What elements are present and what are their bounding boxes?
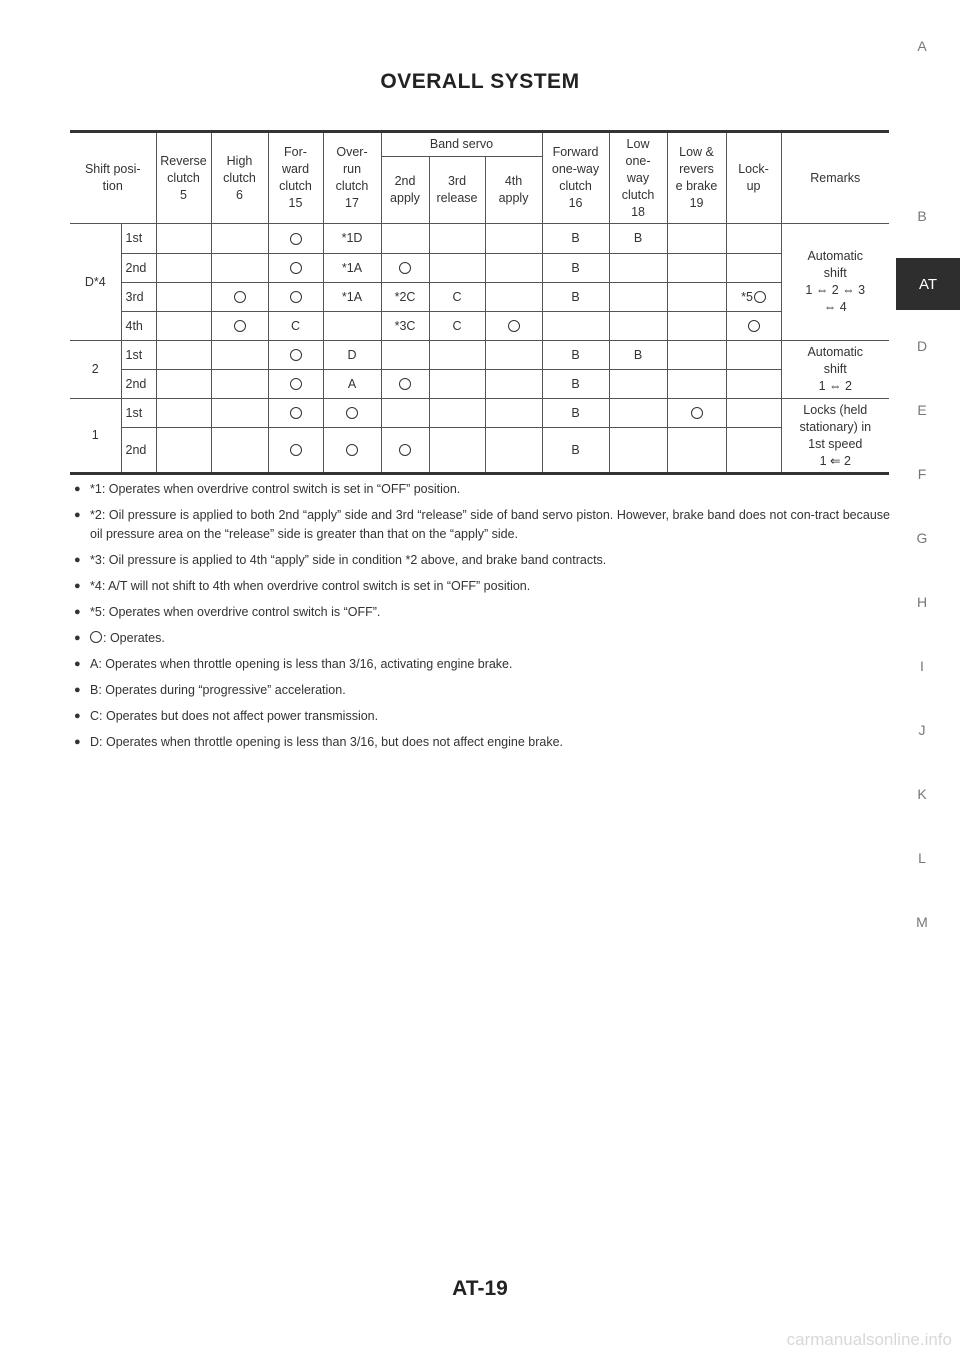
sidebar-section-letter: F <box>917 466 927 482</box>
operation-cell <box>667 399 726 428</box>
operation-cell <box>667 224 726 254</box>
operates-circle-icon <box>290 444 302 456</box>
operates-circle-icon <box>290 262 302 274</box>
operates-circle-icon <box>748 320 760 332</box>
operation-cell <box>268 428 323 474</box>
operation-cell <box>609 312 667 341</box>
operation-cell <box>609 283 667 312</box>
header-low-oneway-clutch: Low one- way clutch 18 <box>609 132 667 224</box>
sidebar-section-letter: G <box>916 530 928 546</box>
operates-circle-icon <box>234 320 246 332</box>
operation-cell <box>156 341 211 370</box>
operation-cell: B <box>542 283 609 312</box>
operates-circle-icon <box>346 407 358 419</box>
operation-cell: *1A <box>323 254 381 283</box>
operation-cell: B <box>542 370 609 399</box>
operation-cell <box>429 428 485 474</box>
operation-cell <box>485 283 542 312</box>
operation-cell: B <box>542 224 609 254</box>
operation-cell <box>485 370 542 399</box>
operation-cell: B <box>609 341 667 370</box>
operation-cell <box>381 224 429 254</box>
operation-cell <box>726 399 781 428</box>
operates-circle-icon <box>346 444 358 456</box>
operation-cell: D <box>323 341 381 370</box>
operation-cell <box>156 283 211 312</box>
operation-cell <box>268 370 323 399</box>
operation-cell <box>485 312 542 341</box>
operation-cell <box>211 370 268 399</box>
operates-circle-icon <box>399 262 411 274</box>
header-band-servo: Band servo <box>381 132 542 157</box>
operation-cell: *2C <box>381 283 429 312</box>
note-ref: *5 <box>741 289 753 304</box>
remarks-text: Automatic shift 1 ⇔ 2 <box>807 345 864 393</box>
table-row <box>70 312 889 341</box>
remarks-cell <box>781 341 889 399</box>
header-high-clutch: High clutch 6 <box>211 132 268 224</box>
remarks-text: Locks (held stationary) in 1st speed 1 ⇐ 2 <box>799 402 872 468</box>
operation-cell: B <box>542 399 609 428</box>
sidebar-section-letter: A <box>917 38 927 54</box>
sidebar-section-letter: J <box>918 722 926 738</box>
table-row <box>70 224 889 254</box>
sidebar-section-letter: I <box>920 658 924 674</box>
operation-cell <box>429 254 485 283</box>
operation-cell <box>609 399 667 428</box>
operation-cell <box>323 312 381 341</box>
header-low-reverse-brake: Low & revers e brake 19 <box>667 132 726 224</box>
sidebar-section-letter: M <box>916 914 928 930</box>
operation-cell <box>429 399 485 428</box>
operation-cell <box>156 370 211 399</box>
header-band-3rd-release: 3rd release <box>429 157 485 224</box>
operation-cell <box>667 428 726 474</box>
operates-circle-icon <box>508 320 520 332</box>
gear-cell: 2nd <box>121 254 156 283</box>
operation-cell <box>609 370 667 399</box>
table-row <box>70 254 889 283</box>
operates-circle-icon <box>691 407 703 419</box>
note-item: ● D: Operates when throttle opening is less than 3/16, but does not affect engine brake. <box>74 733 890 752</box>
operation-cell <box>485 254 542 283</box>
operation-cell <box>211 428 268 474</box>
note-item: ● *3: Oil pressure is applied to 4th “apply” side in condition *2 above, and brake band contracts. <box>74 551 890 570</box>
sidebar-section-letter: H <box>916 594 928 610</box>
note-item: ● *5: Operates when overdrive control switch is “OFF”. <box>74 603 890 622</box>
operation-cell <box>726 224 781 254</box>
note-item: ● A: Operates when throttle opening is less than 3/16, activating engine brake. <box>74 655 890 674</box>
operation-cell <box>667 341 726 370</box>
table-row <box>70 428 889 474</box>
gear-cell: 1st <box>121 341 156 370</box>
header-band-4th-apply: 4th apply <box>485 157 542 224</box>
sidebar-section-letter: L <box>918 850 926 866</box>
operation-cell <box>667 254 726 283</box>
operation-cell <box>381 370 429 399</box>
sidebar-section-letter: E <box>917 402 927 418</box>
operation-cell <box>542 312 609 341</box>
header-overrun-clutch: Over- run clutch 17 <box>323 132 381 224</box>
operation-cell <box>429 341 485 370</box>
sidebar-section-active: AT <box>896 258 960 310</box>
operation-cell <box>609 254 667 283</box>
operates-circle-icon <box>290 378 302 390</box>
sidebar-section-letter: K <box>917 786 927 802</box>
operation-cell: *3C <box>381 312 429 341</box>
operation-cell <box>156 428 211 474</box>
remarks-cell <box>781 399 889 474</box>
operation-cell <box>726 341 781 370</box>
operation-cell <box>429 224 485 254</box>
table-row <box>70 341 889 370</box>
watermark: carmanualsonline.info <box>786 1330 952 1349</box>
operation-cell <box>726 312 781 341</box>
operation-cell <box>268 399 323 428</box>
sidebar-section-letter: B <box>917 208 927 224</box>
note-item: ● *4: A/T will not shift to 4th when overdrive control switch is set in “OFF” position. <box>74 577 890 596</box>
note-item: ● C: Operates but does not affect power transmission. <box>74 707 890 726</box>
operation-cell <box>381 341 429 370</box>
operation-cell <box>211 312 268 341</box>
note-item <box>74 629 890 648</box>
page-number: AT-19 <box>452 1277 508 1300</box>
operation-cell <box>485 341 542 370</box>
gear-cell: 1st <box>121 224 156 254</box>
operation-cell <box>323 399 381 428</box>
operates-circle-icon <box>399 444 411 456</box>
operation-cell <box>211 224 268 254</box>
operation-cell <box>667 370 726 399</box>
operation-cell <box>156 254 211 283</box>
operation-cell <box>156 312 211 341</box>
table-row <box>70 370 889 399</box>
header-forward-oneway-clutch: Forward one-way clutch 16 <box>542 132 609 224</box>
operation-cell <box>156 399 211 428</box>
note-item: ● B: Operates during “progressive” acceleration. <box>74 681 890 700</box>
operation-cell <box>323 428 381 474</box>
gear-cell: 1st <box>121 399 156 428</box>
operation-cell: B <box>542 428 609 474</box>
operation-cell <box>726 283 781 312</box>
shift-position-cell: 1 <box>70 399 121 474</box>
header-forward-clutch: For- ward clutch 15 <box>268 132 323 224</box>
operation-cell <box>381 399 429 428</box>
operation-cell <box>609 428 667 474</box>
shift-position-cell: D*4 <box>70 224 121 341</box>
operates-circle-icon <box>290 407 302 419</box>
operation-cell <box>211 341 268 370</box>
operation-cell <box>211 283 268 312</box>
header-band-2nd-apply: 2nd apply <box>381 157 429 224</box>
operation-cell: A <box>323 370 381 399</box>
operation-cell: C <box>268 312 323 341</box>
header-reverse-clutch: Reverse clutch 5 <box>156 132 211 224</box>
operation-cell: B <box>542 254 609 283</box>
operation-cell <box>726 428 781 474</box>
remarks-cell <box>781 224 889 341</box>
gear-cell: 2nd <box>121 428 156 474</box>
operation-cell: *1A <box>323 283 381 312</box>
note-item: ● *1: Operates when overdrive control switch is set in “OFF” position. <box>74 480 890 499</box>
operation-cell <box>156 224 211 254</box>
operation-cell <box>726 254 781 283</box>
operation-table <box>70 130 889 475</box>
operates-circle-icon <box>754 291 766 303</box>
operation-cell: B <box>542 341 609 370</box>
table-row <box>70 283 889 312</box>
operation-cell <box>211 399 268 428</box>
shift-position-cell: 2 <box>70 341 121 399</box>
table-row <box>70 399 889 428</box>
operation-cell <box>268 224 323 254</box>
operates-circle-icon <box>234 291 246 303</box>
operation-cell: B <box>609 224 667 254</box>
operation-cell: C <box>429 283 485 312</box>
gear-cell: 2nd <box>121 370 156 399</box>
header-lockup: Lock- up <box>726 132 781 224</box>
operation-cell <box>429 370 485 399</box>
operation-cell: C <box>429 312 485 341</box>
sidebar-section-letter: D <box>916 338 928 354</box>
operation-cell <box>268 254 323 283</box>
header-shift-position: Shift posi- tion <box>70 132 156 224</box>
operation-cell <box>485 224 542 254</box>
remarks-text: Automatic shift 1 ⇔ 2 ⇔ 3 ⇔ 4 <box>805 249 866 314</box>
operation-cell <box>381 428 429 474</box>
note-text: : Operates. <box>103 631 165 645</box>
operation-cell <box>485 399 542 428</box>
operation-cell <box>667 283 726 312</box>
operation-cell <box>268 341 323 370</box>
note-item: ● *2: Oil pressure is applied to both 2nd “apply” side and 3rd “release” side of band servo piston. However, brake band does not con-tract because oil pressure area on the “release” side is greater than that on the “apply” side. <box>74 506 890 544</box>
operation-cell <box>268 283 323 312</box>
operation-cell <box>726 370 781 399</box>
operates-circle-icon <box>290 233 302 245</box>
notes-list <box>74 480 890 759</box>
operation-cell <box>211 254 268 283</box>
gear-cell: 4th <box>121 312 156 341</box>
operation-cell <box>381 254 429 283</box>
gear-cell: 3rd <box>121 283 156 312</box>
operates-circle-icon <box>290 291 302 303</box>
operation-cell <box>667 312 726 341</box>
operates-circle-icon <box>399 378 411 390</box>
page-title: OVERALL SYSTEM <box>380 70 580 93</box>
header-remarks: Remarks <box>781 132 889 224</box>
operates-circle-icon <box>290 349 302 361</box>
operation-cell <box>485 428 542 474</box>
operates-circle-icon <box>90 631 102 643</box>
operation-cell: *1D <box>323 224 381 254</box>
